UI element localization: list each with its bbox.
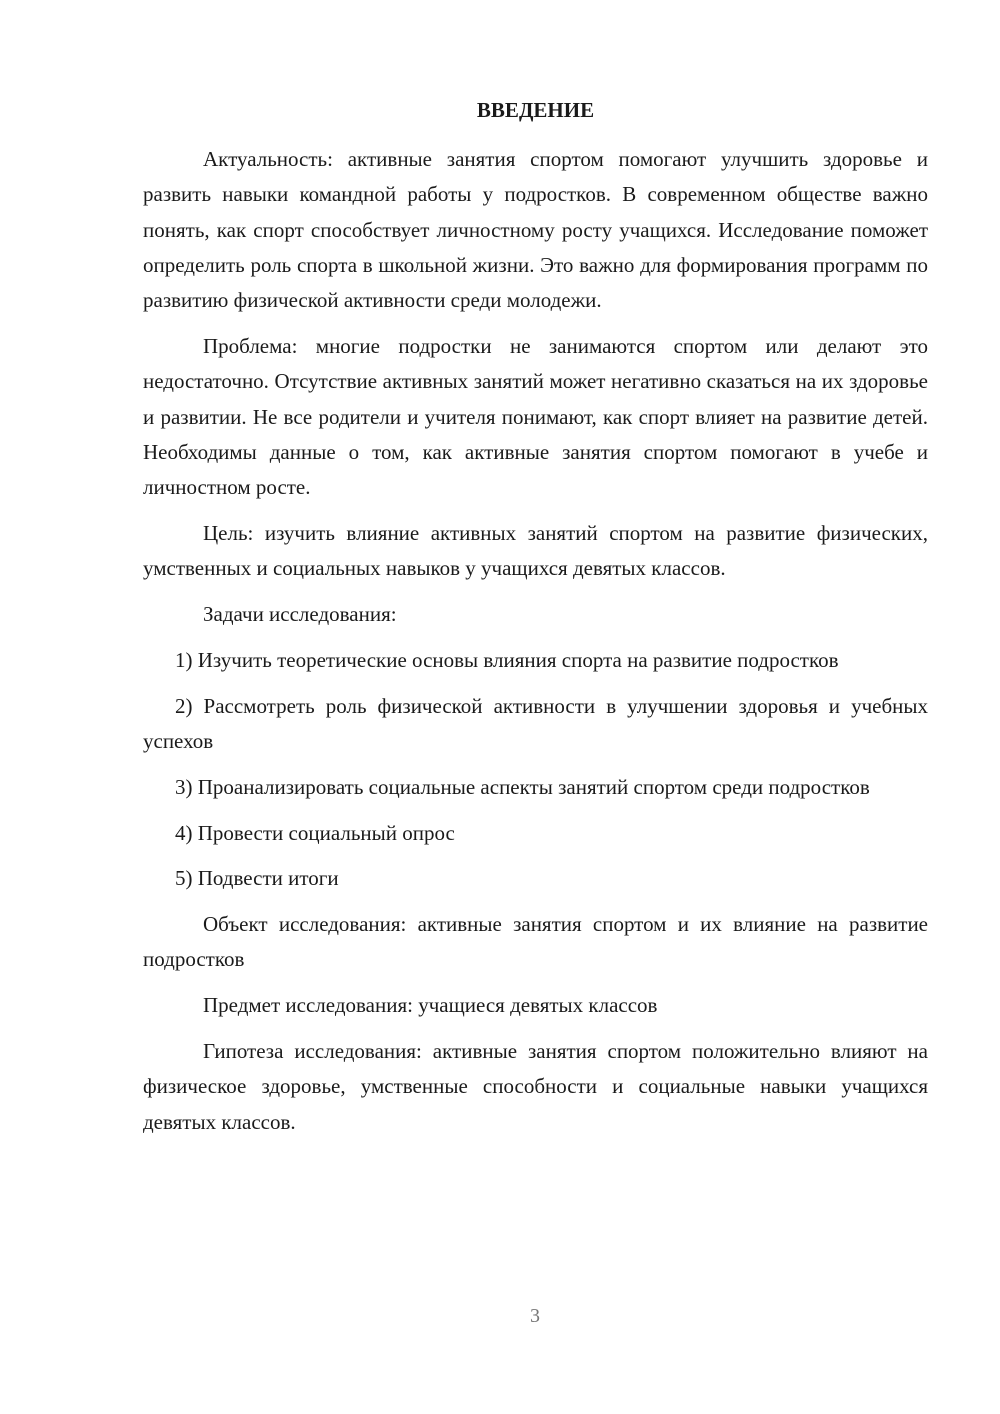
task-item: 2) Рассмотреть роль физической активности в улучшении здоровья и учебных успехов xyxy=(143,693,928,753)
task-item: 5) Подвести итоги xyxy=(175,866,339,891)
tasks-heading: Задачи исследования: xyxy=(203,602,397,627)
task-item: 3) Проанализировать социальные аспекты занятий спортом среди подростков xyxy=(175,774,870,799)
paragraph-problem: Проблема: многие подростки не занимаются спортом или делают это недостаточно. Отсутствие активных занятий может негативно сказаться на их здоровье и развитии. Не все родители и учителя понимают, как спорт влияет на развитие детей. Необходимы данные о том, как активные занятия спортом помогают в учебе и личностном росте. xyxy=(143,333,928,500)
paragraph-subject: Предмет исследования: учащиеся девятых классов xyxy=(203,993,658,1018)
paragraph-goal: Цель: изучить влияние активных занятий спортом на развитие физических, умственных и социальных навыков у учащихся девятых классов. xyxy=(143,520,928,581)
paragraph-hypothesis: Гипотеза исследования: активные занятия спортом положительно влияют на физическое здоровье, умственные способности и социальные навыки учащихся девятых классов. xyxy=(143,1039,928,1134)
document-page xyxy=(143,95,928,1150)
task-item: 4) Провести социальный опрос xyxy=(175,820,455,845)
page-number: 3 xyxy=(530,1305,540,1327)
task-item: 1) Изучить теоретические основы влияния спорта на развитие подростков xyxy=(175,647,839,672)
paragraph-relevance: Актуальность: активные занятия спортом помогают улучшить здоровье и развить навыки командной работы у подростков. В современном обществе важно понять, как спорт способствует личностному росту учащихся. Исследование поможет определить роль спорта в школьной жизни. Это важно для формирования программ по развитию физической активности среди молодежи. xyxy=(143,147,928,313)
section-title: ВВЕДЕНИЕ xyxy=(476,98,595,122)
paragraph-object: Объект исследования: активные занятия спортом и их влияние на развитие подростков xyxy=(143,912,928,972)
